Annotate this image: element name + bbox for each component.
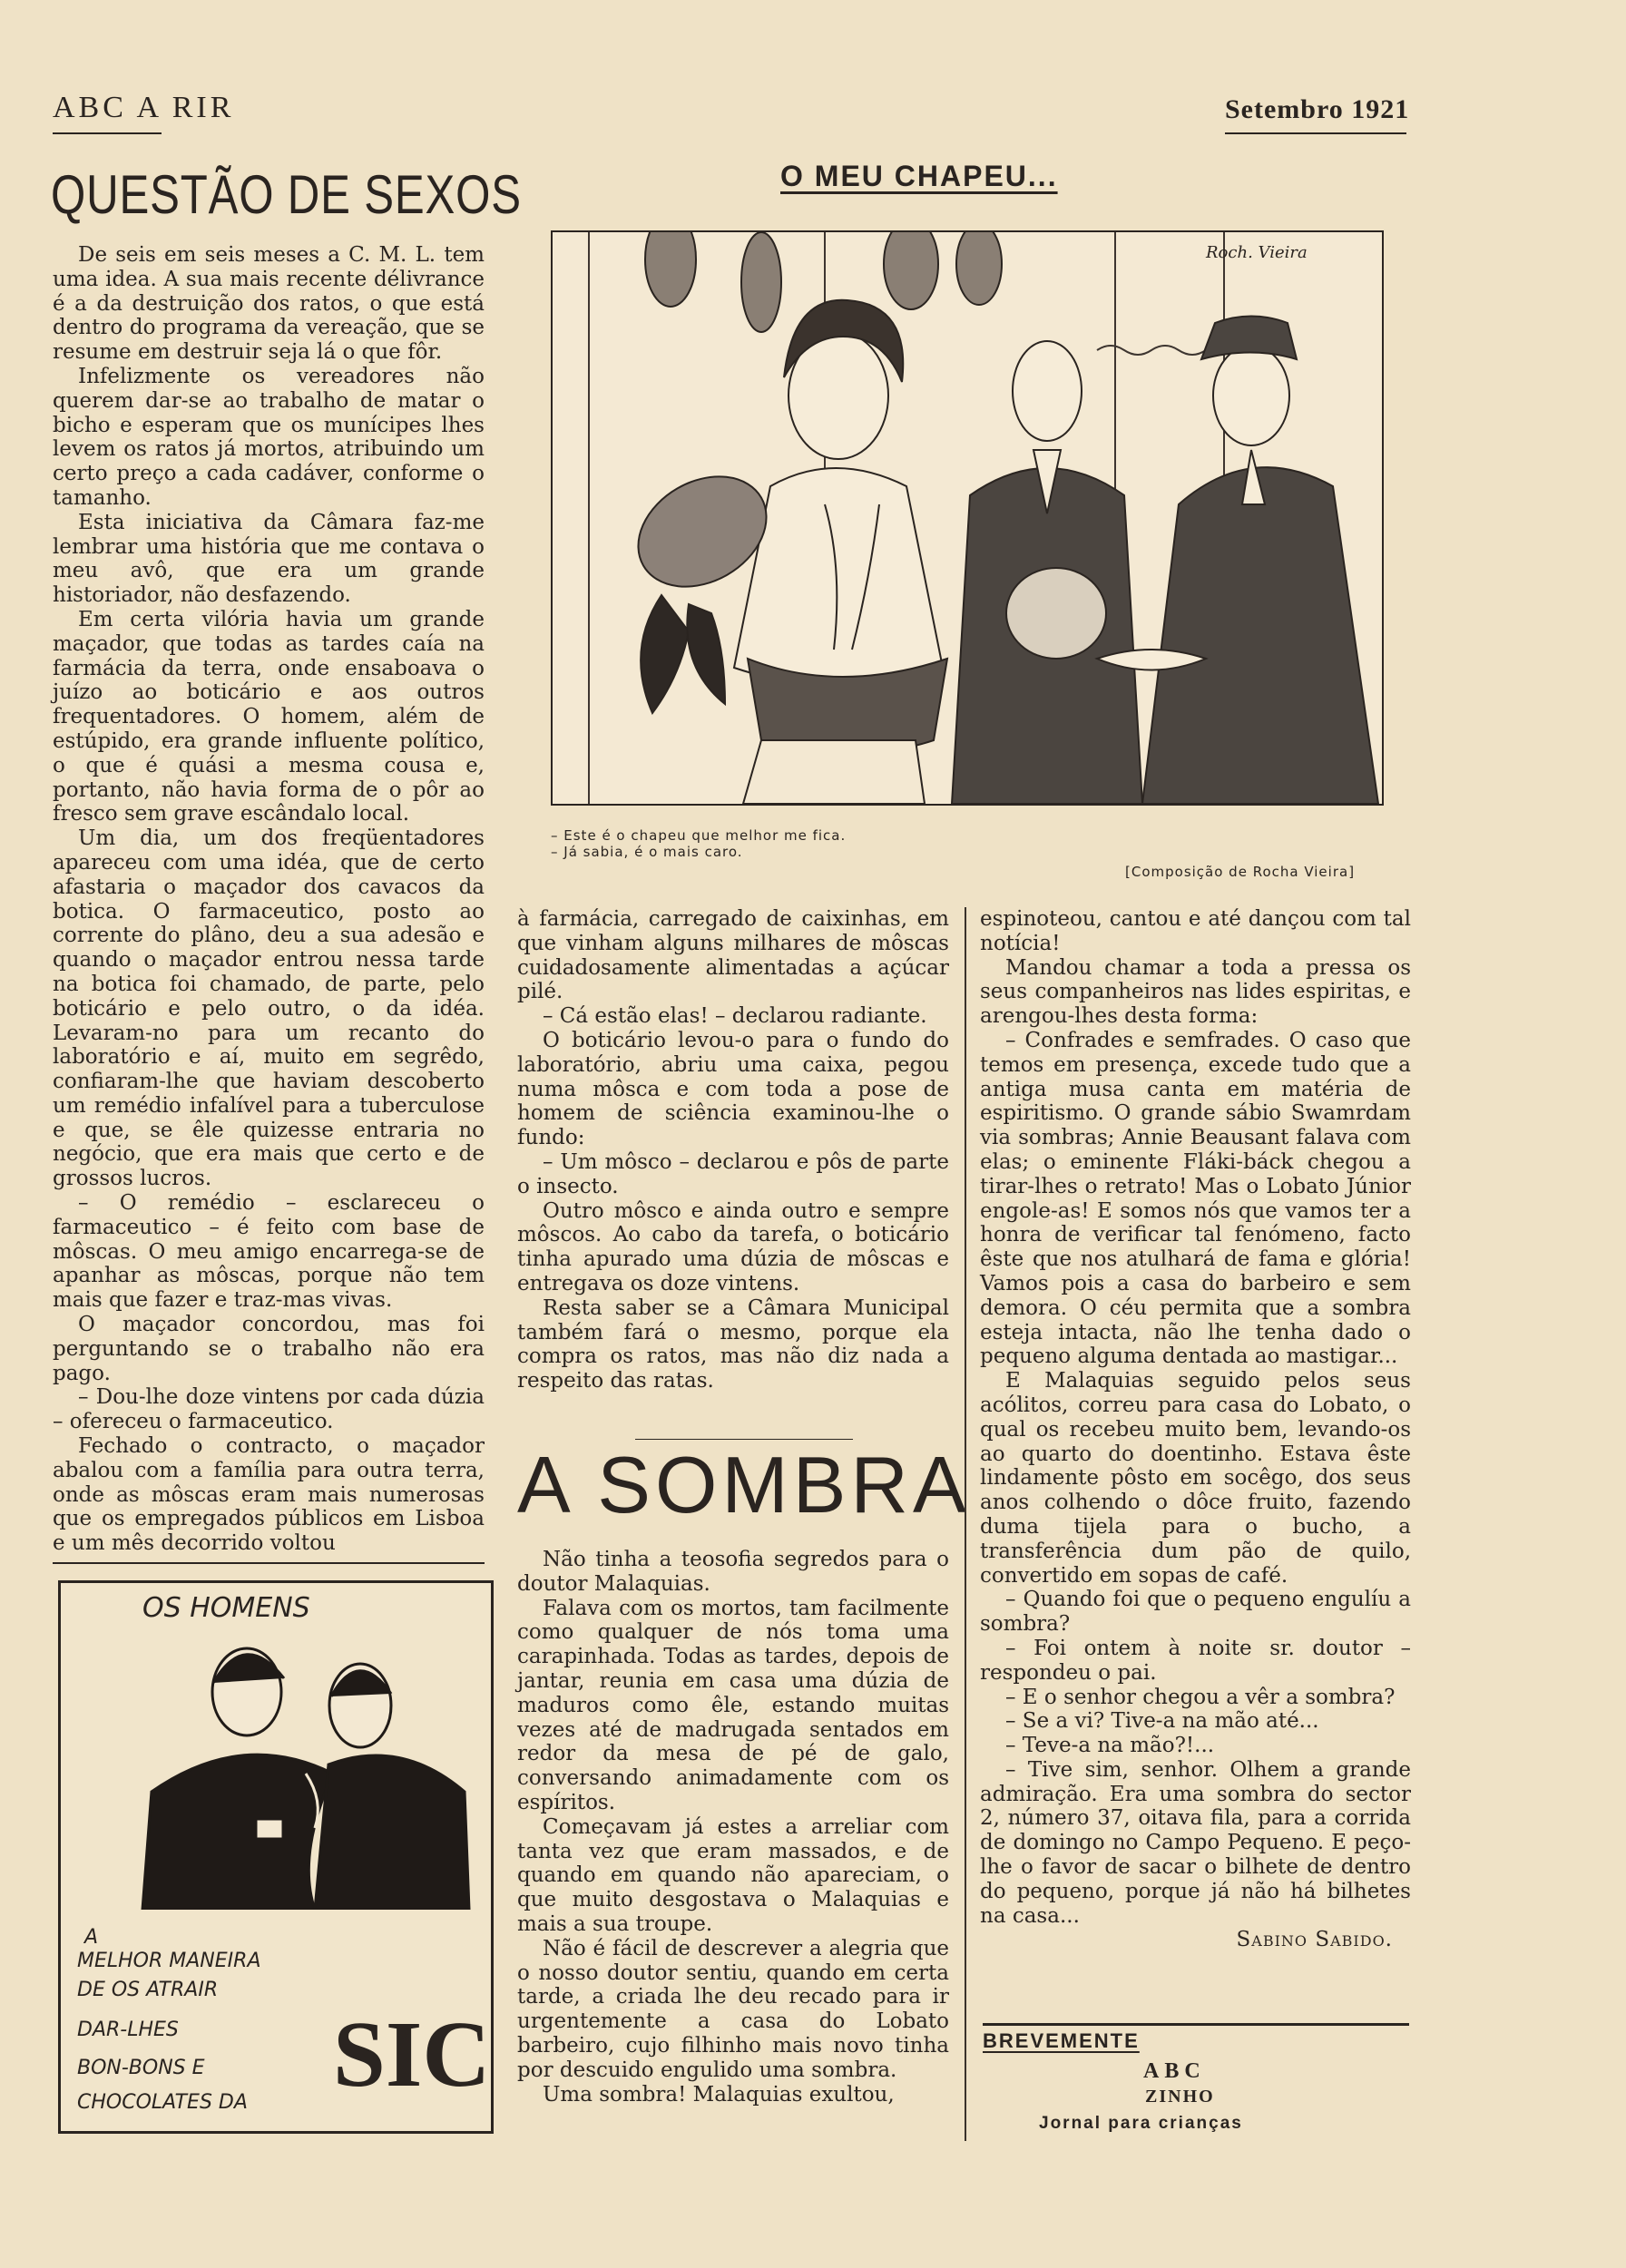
article-paragraph: – Confrades e semfrades. O caso que temos em presença, excede tudo que a antiga musa canta em matéria de espiritismo. O grande sábio Swamrdam via sombras; Annie Beausant falava com elas; o eminente Fláki-báck chegou a tirar-lhes o retrato! Mas o Lobato Júnior engole-as! E somos nós que vamos ter a honra de verificar tal fenómeno, facto êste que nos atulhará de fama e glória! Vamos pois a casa do barbeiro e sem demora. O céu permita que a sombra esteja intacta, não lhe tenha dado o pequeno alguma dentada ao mastigar...: [980, 1028, 1411, 1369]
masthead-right-rule: [1225, 132, 1406, 134]
masthead-left: ABC A RIR: [53, 91, 235, 124]
ad-line: DAR-LHES: [77, 2019, 179, 2041]
masthead-date: Setembro 1921: [1225, 94, 1410, 124]
article-paragraph: Não tinha a teosofia segredos para o doutor Malaquias.: [517, 1548, 949, 1596]
cartoon-credit: [Composição de Rocha Vieira]: [1125, 864, 1356, 880]
notice-label: BREVEMENTE: [983, 2029, 1140, 2052]
article-paragraph: – Foi ontem à noite sr. doutor – respondeu o pai.: [980, 1636, 1411, 1685]
article-paragraph: Um dia, um dos freqüentadores apareceu com uma idéa, que de certo afastaria o maçador dos cavacos da botica. O farmaceutico, posto ao corrente do plâno, deu a sua adesão e quando o maçador entrou nessa tarde na botica foi chamado, de parte, pelo boticário e pelo outro, o da idéa. Levaram-no para um recanto do laboratório e aí, muito em segrêdo, confiaram-lhe que haviam descoberto um remédio infalível para a tuberculose e que, se êle quizesse entraria no negócio, que era mais que certo e de grossos lucros.: [53, 826, 485, 1191]
cartoon-illustration: [551, 230, 1384, 806]
article-paragraph: – Tive sim, senhor. Olhem a grande admiração. Era uma sombra do sector 2, número 37, oitava fila, para a corrida de domingo no Campo Pequeno. E peço-lhe o favor de sacar o bilhete de dentro do pequeno, porque já não há bilhetes na casa...: [980, 1757, 1411, 1928]
ad-brand-logo: SIC: [333, 2002, 491, 2107]
article-paragraph: – Dou-lhe doze vintens por cada dúzia – ofereceu o farmaceutico.: [53, 1385, 485, 1434]
ad-line: CHOCOLATES DA: [77, 2091, 248, 2114]
notice-title: ABC: [1143, 2059, 1206, 2083]
article-paragraph: – O remédio – esclareceu o farmaceutico – é feito com base de môscas. O meu amigo encarrega-se de apanhar as môscas, porque não tem mais que fazer e traz-mas vivas.: [53, 1191, 485, 1313]
cartoon-title: O MEU CHAPEU...: [780, 160, 1058, 192]
ad-heading: OS HOMENS: [142, 1592, 310, 1624]
article-paragraph: – Quando foi que o pequeno engulíu a sombra?: [980, 1588, 1411, 1637]
sic-advertisement: [58, 1580, 494, 2134]
article-paragraph: O maçador concordou, mas foi perguntando se o trabalho não era pago.: [53, 1313, 485, 1385]
ad-line: DE OS ATRAIR: [77, 1979, 219, 2001]
article-paragraph: – Cá estão elas! – declarou radiante.: [543, 1004, 927, 1029]
article-paragraph: – Se a vi? Tive-a na mão até...: [1005, 1709, 1319, 1734]
article-paragraph: E Malaquias seguido pelos seus acólitos, correu para casa do Lobato, o qual os recebeu muito bem, levando-os ao quarto do doentinho. Estava êste lindamente pôsto em socêgo, dos seus anos colhendo o dôce fruito, fazendo duma tijela para o bucho, a transferência dum pão de quilo, convertido em sopas de café.: [980, 1369, 1411, 1588]
notice-subtitle: ZINHO: [1145, 2087, 1215, 2107]
article-paragraph: Resta saber se a Câmara Municipal também fará o mesmo, porque ela compra os ratos, mas não diz nada a respeito das ratas.: [517, 1295, 949, 1393]
article-questao-column: [53, 243, 485, 1556]
caption-line-1: – Este é o chapeu que melhor me fica.: [551, 827, 847, 844]
article-paragraph: Outro môsco e ainda outro e sempre môscos. Ao cabo da tarefa, o boticário tinha apurado uma dúzia de môscas e entregava os doze vintens.: [517, 1198, 949, 1295]
article-questao-continuation: [517, 907, 949, 1393]
caption-line-2: – Já sabia, é o mais caro.: [551, 844, 743, 860]
notice-top-rule: [983, 2023, 1409, 2026]
cartoon-caption: [551, 827, 846, 860]
article-paragraph: Infelizmente os vereadores não querem dar-se ao trabalho de matar o bicho e esperam que os munícipes lhes levem os ratos já mortos, atribuindo um certo preço a cada cadáver, conforme o tamanho.: [53, 364, 485, 510]
article-paragraph: Mandou chamar a toda a pressa os seus companheiros nas lides espiritas, e arengou-lhes desta forma:: [980, 955, 1411, 1029]
ad-line: MELHOR MANEIRA: [77, 1950, 261, 1972]
article-sombra-column-1: [517, 1548, 949, 2107]
masthead-left-rule: [53, 132, 162, 134]
article-paragraph: Falava com os mortos, tam facilmente como qualquer de nós toma uma carapinhada. Todas as tardes, depois de jantar, reunia em casa uma dúzia de maduros como êle, estando muitas vezes até de madrugada sentados em redor da mesa de pé de galo, conversando animadamente com os espíritos.: [517, 1596, 949, 1814]
article-paragraph: Começavam já estes a arreliar com tanta vez que eram massados, e de quando em quando não apareciam, o que muito desgostava o Malaquias e mais a sua troupe.: [517, 1814, 949, 1936]
notice-tagline: Jornal para crianças: [1039, 2114, 1243, 2133]
ad-line: A: [84, 1926, 99, 1949]
article-sombra-column-2: [980, 907, 1411, 1952]
artist-signature: Roch. Vieira: [1206, 243, 1308, 262]
article-paragraph: Uma sombra! Malaquias exultou,: [543, 2082, 895, 2107]
article-paragraph: O boticário levou-o para o fundo do laboratório, abriu uma caixa, pegou numa môsca e com toda a pose de homem de sciência examinou-lhe o fundo:: [517, 1028, 949, 1150]
cartoon-drawing: [553, 232, 1382, 804]
article-paragraph: – E o senhor chegou a vêr a sombra?: [1005, 1685, 1396, 1709]
article-signature: Sabino Sabido.: [1236, 1928, 1393, 1952]
article-paragraph: – Teve-a na mão?!...: [1005, 1734, 1215, 1758]
column-divider-rule: [53, 1562, 485, 1564]
ad-line: BON-BONS E: [77, 2057, 205, 2079]
article-paragraph: Fechado o contracto, o maçador abalou com a família para outra terra, onde as môscas eram mais numerosas que os empregados públicos em Lisboa e um mês decorrido voltou: [53, 1434, 485, 1556]
ad-illustration: [97, 1637, 478, 1910]
article-paragraph: Em certa vilória havia um grande maçador, que todas as tardes caía na farmácia da terra, onde ensaboava o juízo ao boticário e aos outros frequentadores. O homem, além de estúpido, era grande influente político, o que é quási a mesma cousa e, portanto, não havia forma de o pôr ao fresco sem grave escândalo local.: [53, 607, 485, 826]
article-title-questao: QUESTÃO DE SEXOS: [51, 164, 522, 225]
article-paragraph: Não é fácil de descrever a alegria que o nosso doutor sentiu, quando em certa tarde, a criada lhe deu recado para ir urgentemente a casa do Lobato barbeiro, cujo filhinho mais novo tinha por descuido engulido uma sombra.: [517, 1936, 949, 2082]
article-paragraph: – Um môsco – declarou e pôs de parte o insecto.: [517, 1149, 949, 1198]
article-title-sombra: A SOMBRA: [517, 1440, 971, 1530]
article-paragraph: espinoteou, cantou e até dançou com tal notícia!: [980, 907, 1411, 955]
column-separator: [965, 907, 966, 2141]
article-paragraph: Esta iniciativa da Câmara faz-me lembrar uma história que me contava o meu avô, que era um grande historiador, não desfazendo.: [53, 510, 485, 608]
article-paragraph: à farmácia, carregado de caixinhas, em que vinham alguns milhares de môscas cuidadosamente alimentadas a açúcar pilé.: [517, 907, 949, 1004]
article-paragraph: De seis em seis meses a C. M. L. tem uma idea. A sua mais recente délivrance é a da destruição dos ratos, o que está dentro do programa da vereação, que se resume em destruir seja lá o que fôr.: [53, 243, 485, 365]
